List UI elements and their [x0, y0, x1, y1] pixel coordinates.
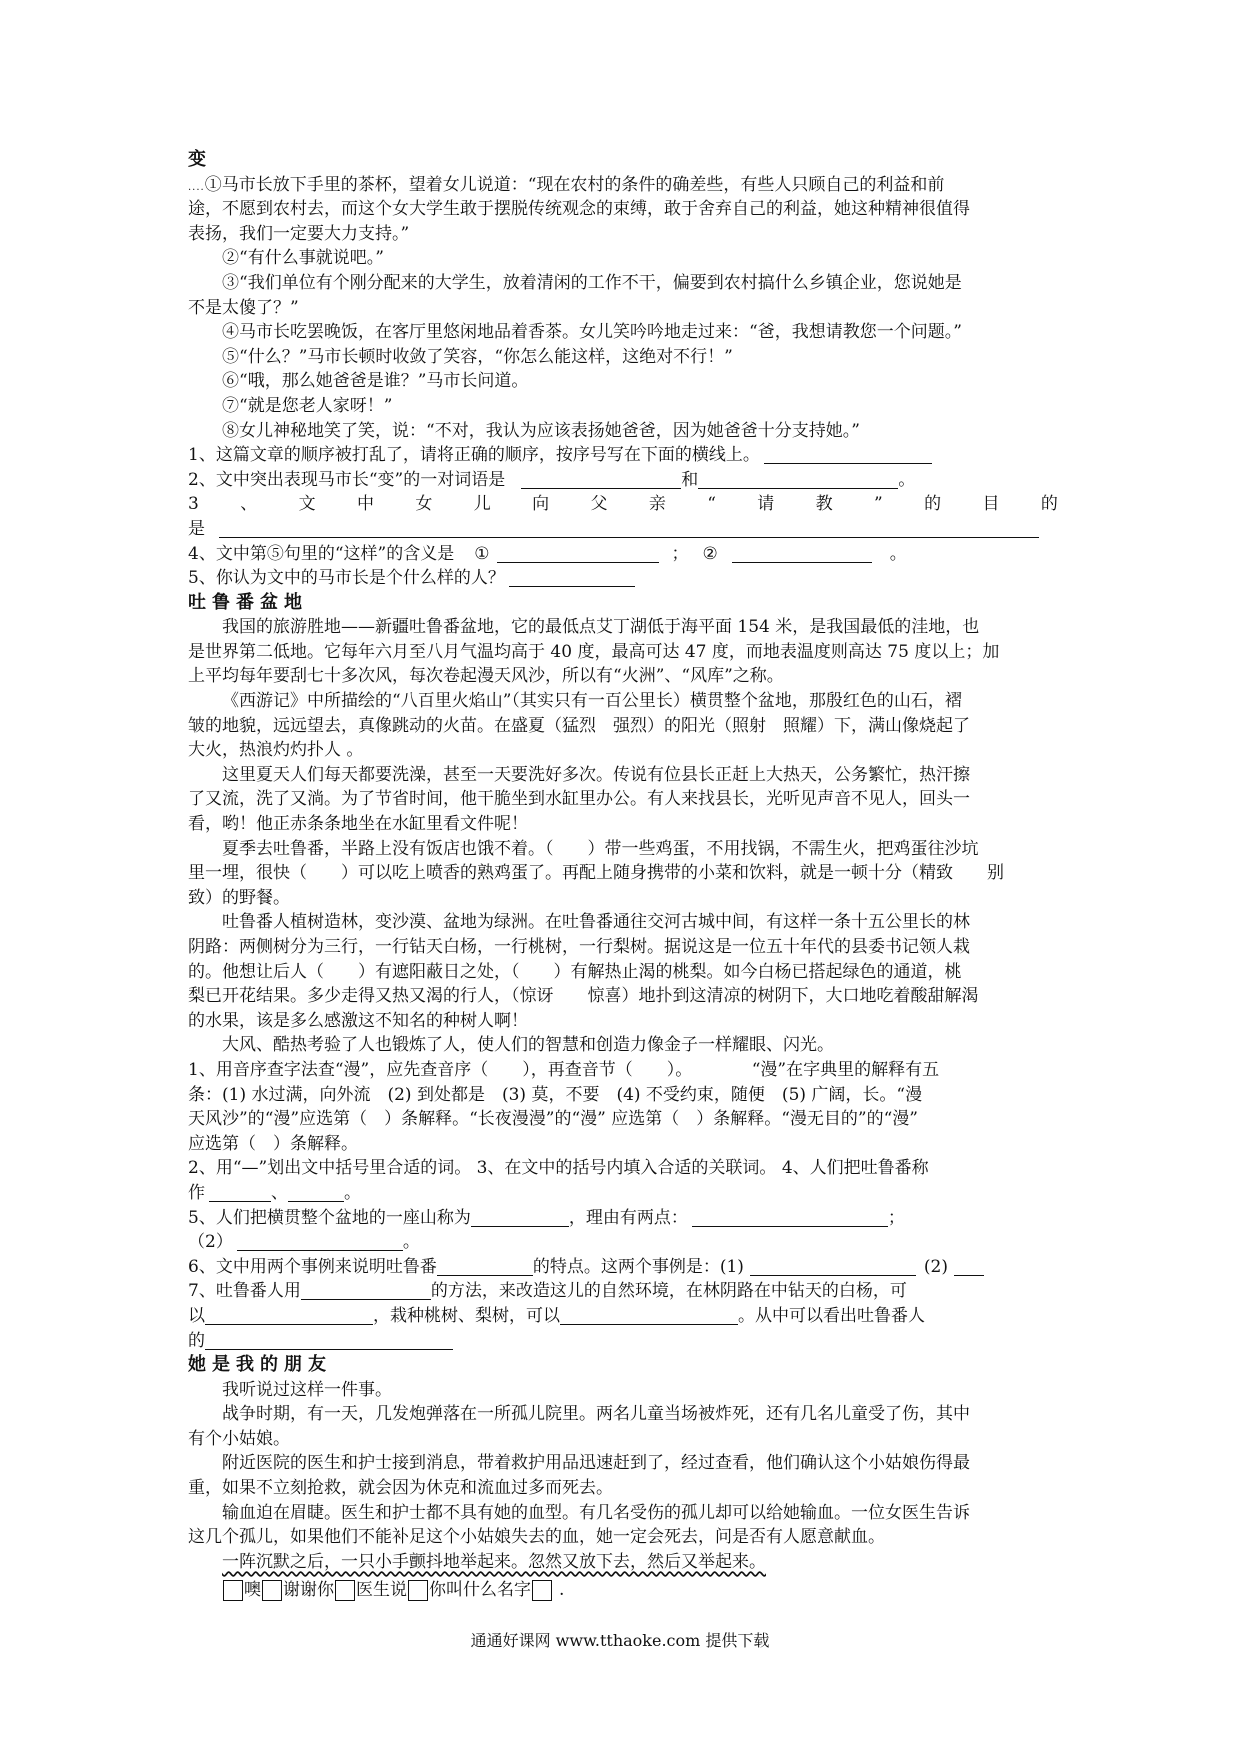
question-1 — [188, 443, 1058, 468]
answer-blank[interactable] — [764, 447, 932, 464]
s2-paragraph: 是世界第二低地。它每年六月至八月气温均高于 40 度，最高可达 47 度，而地表温度则高达 75 度以上；加 — [188, 641, 1000, 662]
section-title-turpan: 吐鲁番盆地 — [188, 591, 308, 613]
s2-paragraph: 吐鲁番人植树造林，变沙漠、盆地为绿洲。在吐鲁番通往交河古城中间，有这样一条十五公里长的林 — [222, 912, 970, 933]
question-text: （2） — [188, 1232, 233, 1253]
question-4 — [188, 542, 1058, 567]
answer-blank[interactable] — [692, 1210, 888, 1227]
question-text: 7、吐鲁番人用 — [188, 1281, 301, 1302]
punctuation-box[interactable] — [335, 1580, 355, 1601]
paragraph-1c: 表扬，我们一定要大力支持。” — [188, 223, 410, 244]
s2-question-6 — [188, 1255, 1058, 1280]
answer-blank[interactable] — [237, 1234, 403, 1251]
exercise-text: . — [559, 1580, 565, 1601]
question-char: 3 — [188, 494, 199, 515]
question-char: 向 — [532, 494, 550, 515]
question-2 — [188, 468, 1058, 493]
question-text: ，栽种桃树、梨树，可以 — [373, 1305, 560, 1326]
s2-paragraph: 大风、酷热考验了人也锻炼了人，使人们的智慧和创造力像金子一样耀眼、闪光。 — [222, 1035, 834, 1056]
question-text: 6、文中用两个事例来说明吐鲁番 — [188, 1256, 437, 1277]
section-title-bian: 变 — [188, 149, 208, 170]
s2-question-1: 条：(1) 水过满，向外流 (2) 到处都是 (3) 莫，不要 (4) 不受约束，随便 (5) 广阔，长。“漫 — [188, 1084, 923, 1105]
footer-credit: 通通好课网 www.tthaoke.com 提供下载 — [470, 1631, 770, 1650]
answer-blank[interactable] — [497, 546, 659, 563]
paragraph-2: ②“有什么事就说吧。” — [222, 248, 384, 269]
punctuation-box[interactable] — [223, 1580, 243, 1601]
s2-paragraph: 《西游记》中所描绘的“八百里火焰山”（其实只有一百公里长）横贯整个盆地，那殷红色的山石，褶 — [222, 691, 962, 712]
s2-paragraph: 夏季去吐鲁番，半路上没有饭店也饿不着。（ ）带一些鸡蛋，不用找锅，不需生火，把鸡蛋往沙坑 — [222, 838, 979, 859]
question-char: 请 — [757, 494, 775, 515]
s2-question-1: 天风沙”的“漫”应选第（ ）条解释。“长夜漫漫”的“漫” 应选第（ ）条解释。“漫无目的”的“漫” — [188, 1109, 919, 1130]
s3-paragraph — [188, 1550, 1058, 1575]
paragraph-1b: 途，不愿到农村去，而这个女大学生敢于摆脱传统观念的束缚，敢于舍弃自己的利益，她这种精神很值得 — [188, 199, 970, 220]
answer-blank[interactable] — [954, 1259, 984, 1276]
paragraph-3a: ③“我们单位有个刚分配来的大学生，放着清闲的工作不干，偏要到农村搞什么乡镇企业，您说她是 — [222, 272, 962, 293]
question-char: 、 — [240, 494, 258, 515]
s2-question-1: 应选第（ ）条解释。 — [188, 1133, 358, 1154]
question-text: 。 — [898, 469, 916, 490]
s2-paragraph: 了又流，洗了又淌。为了节省时间，他干脆坐到水缸里办公。有人来找县长，光听见声音不见人，回头一 — [188, 789, 970, 810]
answer-blank[interactable] — [698, 472, 898, 489]
question-char: 儿 — [473, 494, 491, 515]
question-char: “ — [707, 494, 716, 515]
s2-paragraph: 大火，热浪灼灼扑人 。 — [188, 740, 364, 761]
answer-blank[interactable] — [219, 521, 1039, 538]
s2-paragraph: 上平均每年要刮七十多次风，每次卷起漫天风沙，所以有“火洲”、“风库”之称。 — [188, 666, 784, 687]
question-text: 。 — [402, 1232, 420, 1253]
question-text: 。 — [344, 1182, 361, 1203]
question-char: ” — [874, 494, 883, 515]
question-char: 父 — [590, 494, 608, 515]
answer-blank[interactable] — [205, 1308, 373, 1325]
s2-question-2: 2、用“—”划出文中括号里合适的词。 3、在文中的括号内填入合适的关联词。 4、人们把吐鲁番称 — [188, 1158, 929, 1179]
exercise-text: 谢谢你 — [283, 1580, 334, 1601]
question-text: 1、这篇文章的顺序被打乱了，请将正确的顺序，按序号写在下面的横线上。 — [188, 445, 760, 466]
question-3-cont — [188, 517, 1058, 542]
question-text: ，理由有两点： — [568, 1207, 688, 1228]
question-text: 是 — [188, 518, 205, 539]
question-text: 2、文中突出表现马市长“变”的一对词语是 — [188, 469, 506, 490]
answer-blank[interactable] — [509, 570, 635, 587]
question-char: 的 — [1040, 494, 1058, 515]
punctuation-box[interactable] — [408, 1580, 428, 1601]
question-text: 5、你认为文中的马市长是个什么样的人？ — [188, 568, 505, 589]
answer-blank[interactable] — [205, 1333, 453, 1350]
s3-paragraph: 有个小姑娘。 — [188, 1428, 290, 1449]
exercise-text: 噢 — [244, 1580, 261, 1601]
question-text: (2) — [923, 1256, 949, 1277]
answer-blank[interactable] — [301, 1283, 431, 1300]
s2-paragraph: 看，哟！他正赤条条地坐在水缸里看文件呢！ — [188, 814, 528, 835]
answer-blank[interactable] — [732, 546, 872, 563]
question-text: 。从中可以看出吐鲁番人 — [738, 1305, 925, 1326]
question-text: 和 — [681, 469, 699, 490]
answer-blank[interactable] — [750, 1259, 916, 1276]
paragraph-7: ⑦“就是您老人家呀！” — [222, 395, 393, 416]
s2-question-2-cont — [188, 1181, 1058, 1206]
question-text: 以 — [188, 1305, 205, 1326]
s2-paragraph: 里一埋，很快（ ）可以吃上喷香的熟鸡蛋了。再配上随身携带的小菜和饮料，就是一顿十分（精致 别 — [188, 863, 1004, 884]
punctuation-box[interactable] — [262, 1580, 282, 1601]
answer-blank[interactable] — [471, 1210, 569, 1227]
question-char: 中 — [356, 494, 374, 515]
s2-paragraph: 我国的旅游胜地——新疆吐鲁番盆地，它的最低点艾丁湖低于海平面 154 米，是我国最低的洼地，也 — [222, 617, 980, 638]
answer-blank[interactable] — [437, 1259, 533, 1276]
s3-paragraph: 这几个孤儿，如果他们不能补足这个小姑娘失去的血，她一定会死去，问是否有人愿意献血。 — [188, 1527, 885, 1548]
answer-blank[interactable] — [521, 472, 681, 489]
s2-paragraph: 这里夏天人们每天都要洗澡，甚至一天要洗好多次。传说有位县长正赶上大热天，公务繁忙，热汗擦 — [222, 764, 970, 785]
exercise-text: 医生说 — [356, 1580, 407, 1601]
worksheet-page — [188, 148, 1058, 1603]
s2-question-7 — [188, 1279, 1058, 1304]
s2-question-5 — [188, 1206, 1058, 1231]
s2-question-5-cont — [188, 1230, 1058, 1255]
s2-paragraph: 阴路：两侧树分为三行，一行钻天白杨，一行桃树，一行梨树。据说这是一位五十年代的县委书记领人栽 — [188, 937, 970, 957]
question-text: ； — [671, 543, 689, 564]
question-5 — [188, 566, 1058, 591]
question-char: 文 — [298, 494, 316, 515]
question-text: 作 — [188, 1182, 205, 1203]
paragraph-6: ⑥“哦，那么她爸爸是谁？”马市长问道。 — [222, 371, 529, 392]
question-text: 4、文中第⑤句里的“这样”的含义是 — [188, 543, 455, 564]
emphasis-dots: .... — [188, 181, 205, 193]
question-text: 5、人们把横贯整个盆地的一座山称为 — [188, 1207, 471, 1228]
s2-question-7-end — [188, 1329, 1058, 1354]
s2-paragraph: 的水果，该是多么感激这不知名的种树人啊！ — [188, 1010, 528, 1031]
answer-blank[interactable] — [288, 1185, 344, 1202]
s2-paragraph: 梨已开花结果。多少走得又热又渴的行人，（惊讶 惊喜）地扑到这清凉的树阴下，大口地吃着酸甜解渴 — [188, 986, 979, 1007]
question-text: 、 — [271, 1182, 288, 1203]
s2-paragraph: 致）的野餐。 — [188, 887, 290, 908]
punctuation-exercise — [188, 1578, 1058, 1603]
paragraph-1a — [188, 173, 1058, 198]
question-text: 的 — [188, 1330, 205, 1351]
question-text: ； — [887, 1207, 905, 1228]
s3-paragraph: 重，如果不立刻抢救，就会因为休克和流血过多而死去。 — [188, 1478, 613, 1499]
question-char: 的 — [924, 494, 942, 515]
s2-question-7-cont — [188, 1304, 1058, 1329]
s2-question-1: 1、用音序查字法查“漫”，应先查音序（ ），再查音节（ ）。 “漫”在字典里的解释有五 — [188, 1059, 940, 1080]
question-text: 的方法，来改造这儿的自然环境，在林阴路在中钻天的白杨，可 — [430, 1281, 907, 1302]
paragraph-3b: 不是太傻了？” — [188, 297, 299, 318]
question-text: 的特点。这两个事例是：(1) — [532, 1256, 744, 1277]
s2-paragraph: 皱的地貌，远远望去，真像跳动的火苗。在盛夏（猛烈 强烈）的阳光（照射 照耀）下，满山像烧起了 — [188, 715, 970, 736]
question-char: 亲 — [648, 494, 666, 515]
question-char: 教 — [815, 494, 833, 515]
answer-blank[interactable] — [560, 1308, 738, 1325]
paragraph-text: ①马市长放下手里的茶杯，望着女儿说道：“现在农村的条件的确差些，有些人只顾自己的利益和前 — [204, 174, 945, 195]
question-3 — [188, 492, 1058, 517]
punctuation-box[interactable] — [532, 1580, 552, 1601]
s3-paragraph: 输血迫在眉睫。医生和护士都不具有她的血型。有几名受伤的孤儿却可以给她输血。一位女医生告诉 — [222, 1502, 970, 1523]
s3-paragraph: 附近医院的医生和护士接到消息，带着救护用品迅速赶到了，经过查看，他们确认这个小姑娘伤得最 — [222, 1453, 970, 1474]
question-char: 目 — [982, 494, 1000, 515]
s2-paragraph: 的。他想让后人（ ）有遮阳蔽日之处，（ ）有解热止渴的桃梨。如今白杨已搭起绿色的通道，桃 — [188, 961, 962, 982]
s3-paragraph: 我听说过这样一件事。 — [222, 1379, 392, 1400]
question-char: 女 — [415, 494, 433, 515]
s3-paragraph: 战争时期，有一天，几发炮弹落在一所孤儿院里。两名儿童当场被炸死，还有几名儿童受了伤，其中 — [222, 1404, 970, 1425]
section-title-friend: 她是我的朋友 — [188, 1354, 332, 1376]
question-text: 。 — [889, 543, 907, 564]
wavy-underlined-text: 一阵沉默之后，一只小手颤抖地举起来。忽然又放下去，然后又举起来。 — [222, 1551, 766, 1572]
paragraph-8: ⑧女儿神秘地笑了笑，说：“不对，我认为应该表扬她爸爸，因为她爸爸十分支持她。” — [222, 420, 860, 441]
paragraph-4: ④马市长吃罢晚饭，在客厅里悠闲地品着香茶。女儿笑吟吟地走过来：“爸，我想请教您一个问题。” — [222, 322, 962, 343]
paragraph-5: ⑤“什么？”马市长顿时收敛了笑容，“你怎么能这样，这绝对不行！” — [222, 346, 733, 367]
answer-blank[interactable] — [209, 1185, 271, 1202]
question-text: ② — [702, 543, 718, 564]
question-text: ① — [474, 543, 490, 564]
exercise-text: 你叫什么名字 — [429, 1580, 531, 1601]
